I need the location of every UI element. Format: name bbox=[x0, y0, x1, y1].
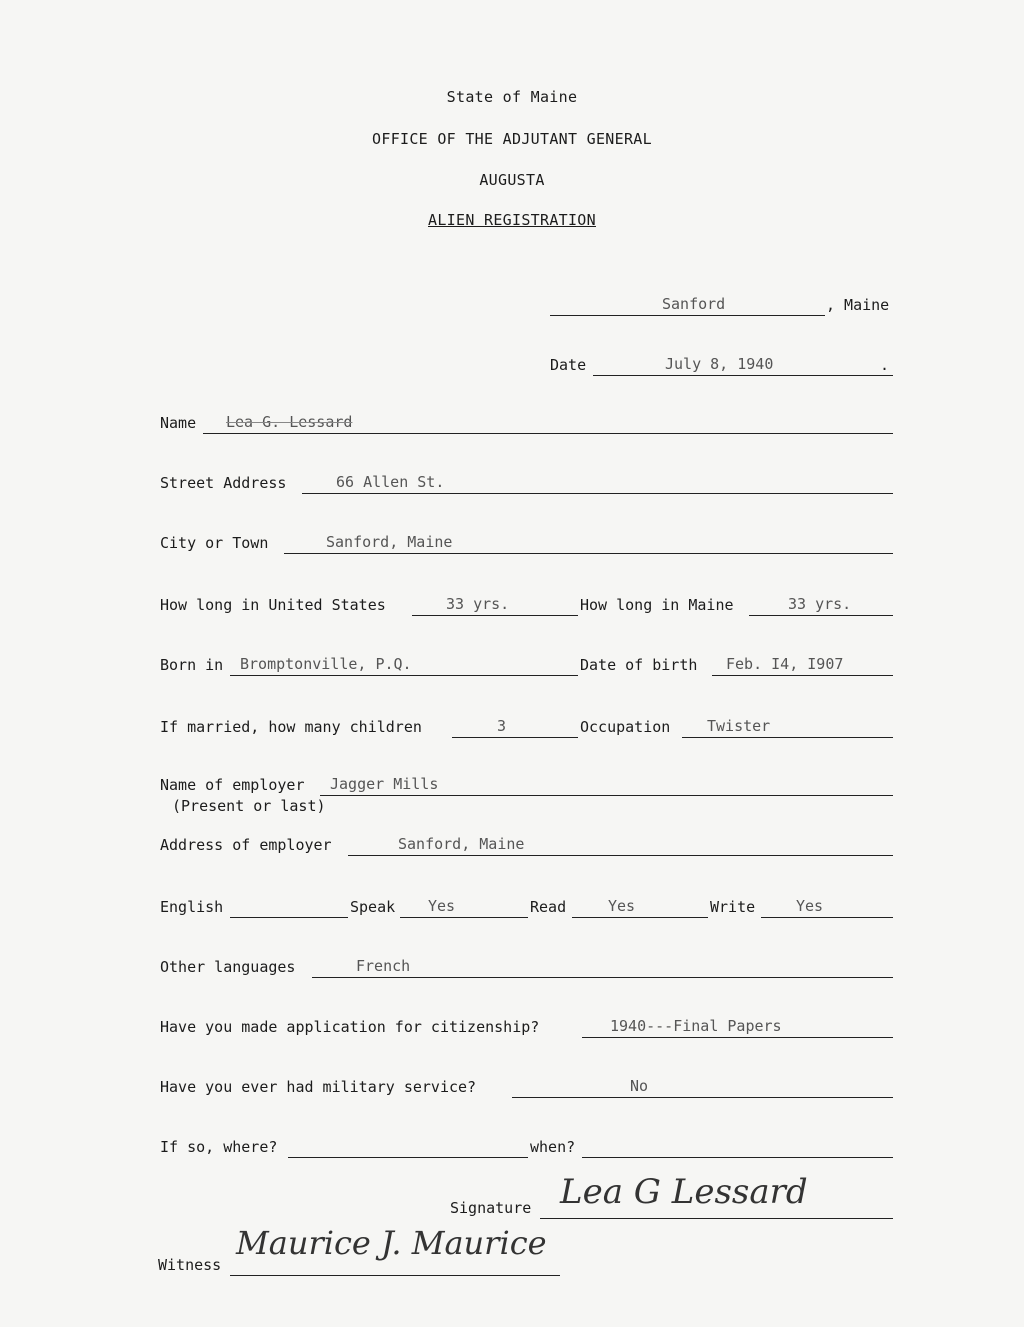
english-label: English bbox=[160, 898, 224, 916]
city-value: Sanford, Maine bbox=[326, 533, 453, 551]
place-value: Sanford bbox=[662, 295, 726, 313]
name-label: Name bbox=[160, 414, 197, 432]
occupation-label: Occupation bbox=[580, 718, 671, 736]
residence-row bbox=[160, 592, 895, 616]
children-row bbox=[160, 714, 895, 738]
form-title-text: ALIEN REGISTRATION bbox=[428, 211, 596, 229]
employer-sub-row bbox=[172, 793, 472, 817]
street-label: Street Address bbox=[160, 474, 287, 492]
read-label: Read bbox=[530, 898, 567, 916]
form-title bbox=[0, 211, 1024, 229]
military-label: Have you ever had military service? bbox=[160, 1078, 477, 1096]
write-line[interactable] bbox=[761, 893, 893, 918]
children-value: 3 bbox=[497, 717, 507, 735]
when-line[interactable] bbox=[582, 1133, 893, 1158]
citizenship-label: Have you made application for citizenship? bbox=[160, 1018, 540, 1036]
children-line[interactable] bbox=[452, 713, 578, 738]
military-value: No bbox=[630, 1077, 649, 1095]
dob-label: Date of birth bbox=[580, 656, 698, 674]
where-label: If so, where? bbox=[160, 1138, 278, 1156]
english-line[interactable] bbox=[230, 893, 348, 918]
date-end: . bbox=[880, 356, 890, 374]
occupation-value: Twister bbox=[707, 717, 771, 735]
write-label: Write bbox=[710, 898, 756, 916]
street-row bbox=[160, 470, 895, 494]
employer-address-row bbox=[160, 832, 895, 856]
office-heading: OFFICE OF THE ADJUTANT GENERAL bbox=[372, 130, 652, 148]
when-label: when? bbox=[530, 1138, 576, 1156]
english-row bbox=[160, 894, 895, 918]
where-line[interactable] bbox=[288, 1133, 528, 1158]
languages-row bbox=[160, 954, 895, 978]
place-suffix: , Maine bbox=[826, 296, 890, 314]
us-length-label: How long in United States bbox=[160, 596, 386, 614]
us-length-value: 33 yrs. bbox=[446, 595, 510, 613]
witness-label: Witness bbox=[158, 1256, 222, 1274]
where-row bbox=[160, 1134, 895, 1158]
city-heading: AUGUSTA bbox=[479, 171, 545, 189]
languages-label: Other languages bbox=[160, 958, 296, 976]
speak-label: Speak bbox=[350, 898, 396, 916]
maine-length-label: How long in Maine bbox=[580, 596, 734, 614]
born-value: Bromptonville, P.Q. bbox=[240, 655, 412, 673]
write-value: Yes bbox=[796, 897, 824, 915]
speak-value: Yes bbox=[428, 897, 456, 915]
signature-label: Signature bbox=[450, 1199, 532, 1217]
date-label: Date bbox=[550, 356, 587, 374]
state-heading: State of Maine bbox=[446, 88, 578, 106]
maine-length-value: 33 yrs. bbox=[788, 595, 852, 613]
birth-row bbox=[160, 652, 895, 676]
employer-address-label: Address of employer bbox=[160, 836, 332, 854]
signature-handwriting: Lea G Lessard bbox=[560, 1172, 808, 1212]
date-row bbox=[550, 352, 895, 376]
languages-value: French bbox=[356, 957, 411, 975]
place-row bbox=[550, 292, 900, 316]
street-value: 66 Allen St. bbox=[336, 473, 445, 491]
read-line[interactable] bbox=[572, 893, 708, 918]
employer-value: Jagger Mills bbox=[330, 775, 439, 793]
name-row bbox=[160, 410, 895, 434]
speak-line[interactable] bbox=[400, 893, 528, 918]
citizenship-value: 1940---Final Papers bbox=[610, 1017, 782, 1035]
employer-address-value: Sanford, Maine bbox=[398, 835, 525, 853]
city-label: City or Town bbox=[160, 534, 269, 552]
read-value: Yes bbox=[608, 897, 636, 915]
children-label: If married, how many children bbox=[160, 718, 422, 736]
employer-sublabel: (Present or last) bbox=[172, 797, 326, 815]
dob-value: Feb. I4, I907 bbox=[726, 655, 844, 673]
employer-label: Name of employer bbox=[160, 776, 305, 794]
military-row bbox=[160, 1074, 895, 1098]
witness-handwriting: Maurice J. Maurice bbox=[236, 1224, 547, 1262]
date-value: July 8, 1940 bbox=[665, 355, 774, 373]
military-line[interactable] bbox=[512, 1073, 893, 1098]
city-row bbox=[160, 530, 895, 554]
born-label: Born in bbox=[160, 656, 224, 674]
citizenship-row bbox=[160, 1014, 895, 1038]
name-value: Lea G. Lessard bbox=[226, 413, 353, 431]
